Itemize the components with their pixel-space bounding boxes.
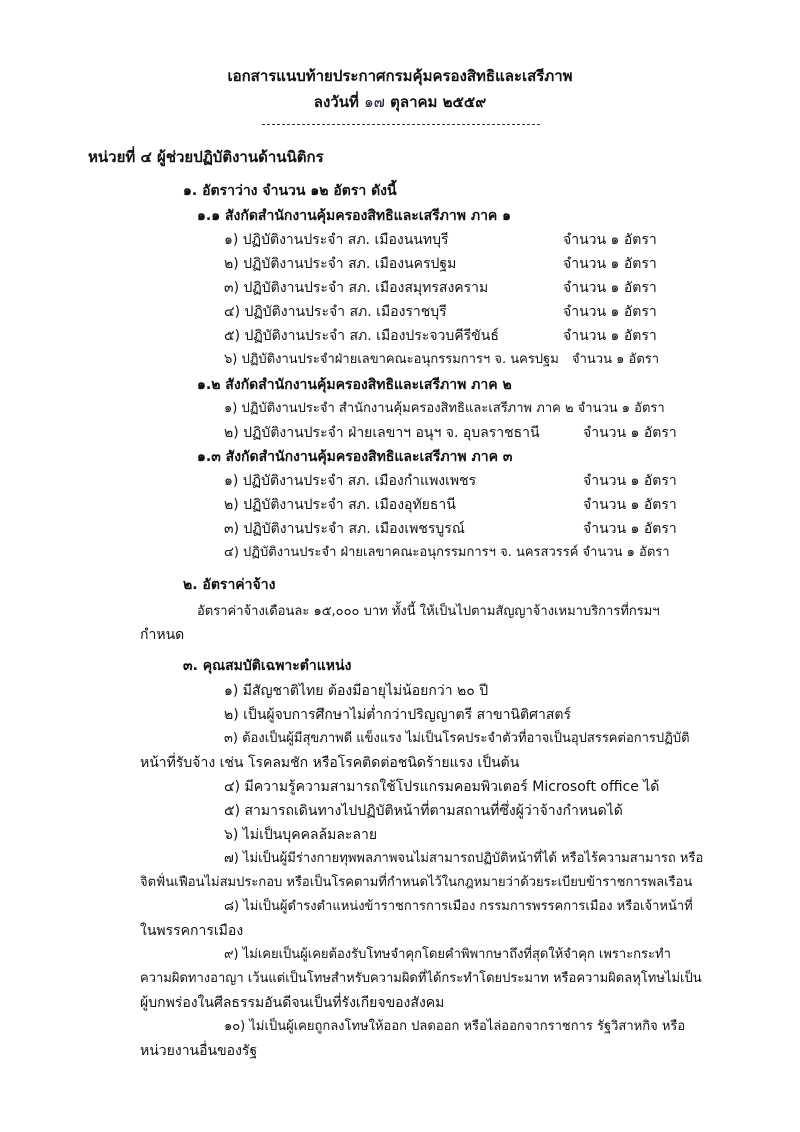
title-text: เอกสารแนบท้ายประกาศกรมคุ้มครองสิทธิและเสรีภาพ [227, 67, 573, 85]
qualification-line: ๒) เป็นผู้จบการศึกษาไม่ต่ำกว่าปริญญาตรี สาขานิติศาสตร์ [224, 707, 571, 723]
unit-heading: หน่วยที่ ๔ ผู้ช่วยปฏิบัติงานด้านนิติกร [88, 148, 324, 166]
date-month-year: ตุลาคม ๒๕๕๙ [390, 93, 487, 111]
date-prefix: ลงวันที่ [313, 93, 359, 111]
list-item: ๔) ปฏิบัติงานประจำ ฝ่ายเลขาคณะอนุกรรมการฯ จ. นครสวรรค์ จำนวน ๑ อัตรา [224, 545, 670, 560]
group-heading: ๑.๒ สังกัดสำนักงานคุ้มครองสิทธิและเสรีภาพ ภาค ๒ [197, 377, 512, 393]
list-item: ๑) ปฏิบัติงานประจำ สำนักงานคุ้มครองสิทธิและเสรีภาพ ภาค ๒ จำนวน ๑ อัตรา [224, 401, 665, 416]
paragraph-line: อัตราค่าจ้างเดือนละ ๑๕,๐๐๐ บาท ทั้งนี้ ให้เป็นไปตามสัญญาจ้างเหมาบริการที่กรมฯ [197, 604, 660, 619]
list-item-amount: จำนวน ๑ อัตรา [572, 352, 660, 367]
list-item: ๔) ปฏิบัติงานประจำ สภ. เมืองราชบุรี [224, 304, 447, 320]
header-divider [262, 124, 540, 125]
list-item-amount: จำนวน ๑ อัตรา [563, 304, 657, 320]
qualification-line: ในพรรคการเมือง [140, 923, 244, 939]
list-item-amount: จำนวน ๑ อัตรา [563, 256, 657, 272]
paragraph-line: กำหนด [140, 627, 185, 643]
list-item-amount: จำนวน ๑ อัตรา [583, 521, 677, 537]
qualification-line: ๑) มีสัญชาติไทย ต้องมีอายุไม่น้อยกว่า ๒๐ ปี [224, 683, 489, 699]
qualification-line: ๔) มีความรู้ความสามารถใช้โปรแกรมคอมพิวเตอร์ Microsoft office ได้ [224, 779, 660, 795]
list-item: ๑) ปฏิบัติงานประจำ สภ. เมืองกำแพงเพชร [224, 473, 477, 489]
group-heading: ๑.๑ สังกัดสำนักงานคุ้มครองสิทธิและเสรีภาพ ภาค ๑ [197, 208, 512, 224]
list-item-amount: จำนวน ๑ อัตรา [563, 280, 657, 296]
list-item: ๕) ปฏิบัติงานประจำ สภ. เมืองประจวบคีรีขันธ์ [224, 328, 499, 344]
list-item: ๖) ปฏิบัติงานประจำฝ่ายเลขาคณะอนุกรรมการฯ จ. นครปฐม [224, 352, 559, 367]
qualification-line: ผู้บกพร่องในศีลธรรมอันดีจนเป็นที่รังเกียจของสังคม [140, 995, 445, 1011]
qualification-line: หน้าที่รับจ้าง เช่น โรคลมชัก หรือโรคติดต่อชนิดร้ายแรง เป็นต้น [140, 755, 520, 771]
list-item-amount: จำนวน ๑ อัตรา [563, 232, 657, 248]
list-item: ๒) ปฏิบัติงานประจำ สภ. เมืองอุทัยธานี [224, 497, 456, 513]
list-item-amount: จำนวน ๑ อัตรา [583, 497, 677, 513]
list-item: ๒) ปฏิบัติงานประจำ ฝ่ายเลขาฯ อนุฯ จ. อุบลราชธานี [224, 425, 540, 441]
qualification-line: จิตฟั่นเฟือนไม่สมประกอบ หรือเป็นโรคตามที่กำหนดไว้ในกฎหมายว่าด้วยระเบียบข้าราชการพลเรือน [140, 875, 693, 890]
document-date [0, 92, 800, 112]
date-day: ๑๗ [364, 93, 385, 111]
qualification-line: ๑๐) ไม่เป็นผู้เคยถูกลงโทษให้ออก ปลดออก หรือไล่ออกจากราชการ รัฐวิสาหกิจ หรือ [224, 1019, 686, 1034]
list-item: ๒) ปฏิบัติงานประจำ สภ. เมืองนครปฐม [224, 256, 457, 272]
qualification-line: ๘) ไม่เป็นผู้ดำรงตำแหน่งข้าราชการการเมือง กรรมการพรรคการเมือง หรือเจ้าหน้าที่ [224, 899, 693, 914]
document-title [0, 66, 800, 86]
section2-heading: ๒. อัตราค่าจ้าง [183, 577, 276, 593]
list-item-amount: จำนวน ๑ อัตรา [583, 473, 677, 489]
section3-heading: ๓. คุณสมบัติเฉพาะตำแหน่ง [183, 658, 352, 674]
qualification-line: ๙) ไม่เคยเป็นผู้เคยต้องรับโทษจำคุกโดยคำพิพากษาถึงที่สุดให้จำคุก เพราะกระทำ [224, 947, 671, 962]
qualification-line: ๗) ไม่เป็นผู้มีร่างกายทุพพลภาพจนไม่สามารถปฏิบัติหน้าที่ได้ หรือไร้ความสามารถ หรือ [224, 851, 704, 866]
section1-heading: ๑. อัตราว่าง จำนวน ๑๒ อัตรา ดังนี้ [183, 183, 397, 199]
list-item: ๑) ปฏิบัติงานประจำ สภ. เมืองนนทบุรี [224, 232, 449, 248]
group-heading: ๑.๓ สังกัดสำนักงานคุ้มครองสิทธิและเสรีภาพ ภาค ๓ [197, 449, 513, 465]
list-item-amount: จำนวน ๑ อัตรา [563, 328, 657, 344]
qualification-line: หน่วยงานอื่นของรัฐ [140, 1043, 258, 1059]
list-item: ๓) ปฏิบัติงานประจำ สภ. เมืองสมุทรสงคราม [224, 280, 489, 296]
qualification-line: ความผิดทางอาญา เว้นแต่เป็นโทษสำหรับความผิดที่ได้กระทำโดยประมาท หรือความผิดลหุโทษไม่เป็น [140, 971, 702, 986]
qualification-line: ๖) ไม่เป็นบุคคลล้มละลาย [224, 827, 378, 843]
qualification-line: ๓) ต้องเป็นผู้มีสุขภาพดี แข็งแรง ไม่เป็นโรคประจำตัวที่อาจเป็นอุปสรรคต่อการปฏิบัติ [224, 731, 690, 746]
list-item: ๓) ปฏิบัติงานประจำ สภ. เมืองเพชรบูรณ์ [224, 521, 465, 537]
list-item-amount: จำนวน ๑ อัตรา [583, 425, 677, 441]
qualification-line: ๕) สามารถเดินทางไปปฏิบัติหน้าที่ตามสถานที่ซึ่งผู้ว่าจ้างกำหนดได้ [224, 803, 623, 819]
